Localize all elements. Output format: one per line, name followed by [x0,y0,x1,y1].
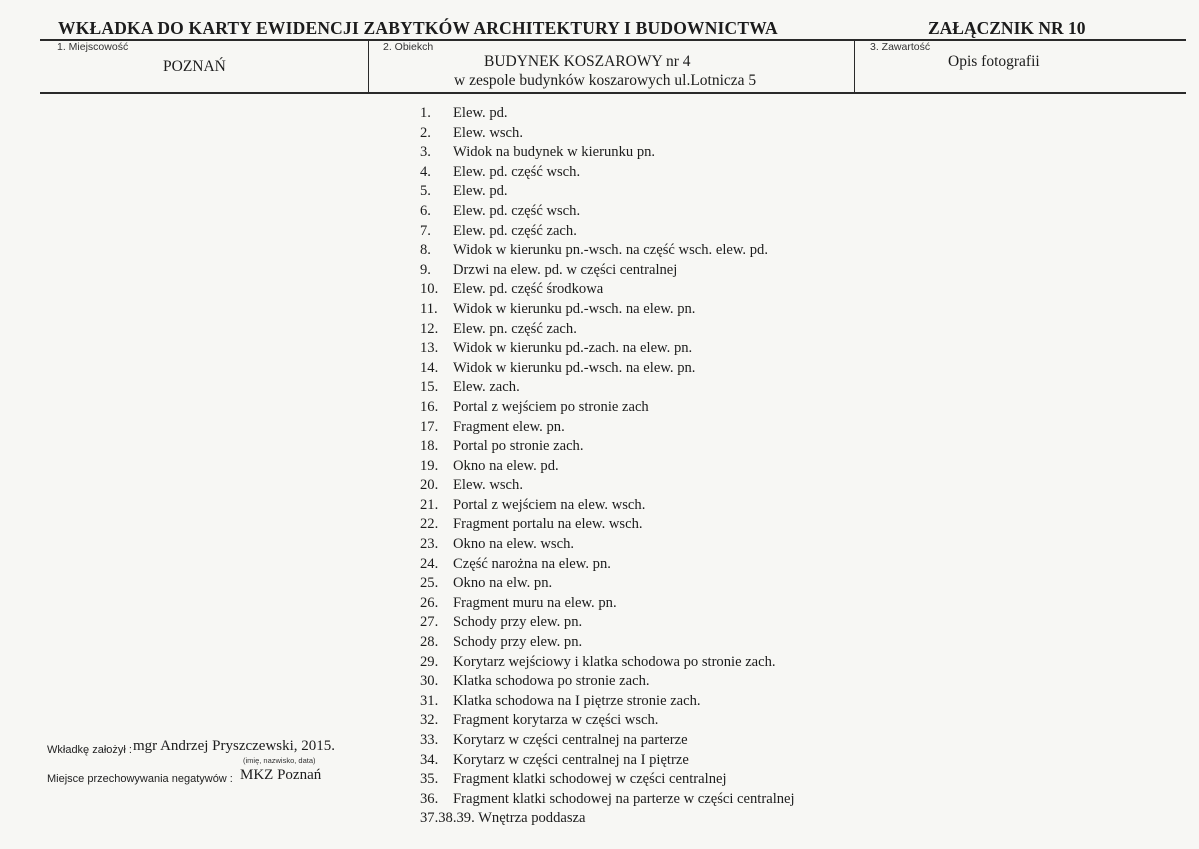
photo-description: Fragment korytarza w części wsch. [453,712,659,729]
photo-list-item [420,672,795,692]
photo-number: 27. [420,614,439,631]
photo-description: Widok w kierunku pd.-zach. na elew. pn. [453,340,693,357]
content-label: 3. Zawartość [870,41,931,53]
photo-list-item [420,339,795,359]
photo-description: Portal po stronie zach. [453,438,584,455]
photo-description: Fragment portalu na elew. wsch. [453,516,643,533]
photo-list-item [420,711,795,731]
photo-number: 7. [420,222,431,239]
author-note: (imię, nazwisko, data) [243,756,316,765]
photo-list-item [420,731,795,751]
photo-list-item [420,574,795,594]
photo-description: Fragment klatki schodowej w części centralnej [453,771,727,788]
photo-list-item [420,457,795,477]
photo-description: Elew. wsch. [453,124,523,141]
photo-number: 5. [420,183,431,200]
object-value-line2: w zespole budynków koszarowych ul.Lotnicza 5 [454,72,757,89]
photo-number: 31. [420,692,439,709]
photo-description: Elew. zach. [453,379,520,396]
photo-list-item [420,163,795,183]
photo-list-item [420,496,795,516]
photo-number: 11. [420,300,438,317]
photo-description: Okno na elew. pd. [453,457,559,474]
photo-description: Fragment muru na elew. pn. [453,594,617,611]
photo-number: 6. [420,202,431,219]
photo-description-list [420,104,795,829]
locality-value: POZNAŃ [163,58,226,75]
photo-list-item [420,751,795,771]
photo-number: 2. [420,124,431,141]
photo-list-item [420,418,795,438]
photo-number: 33. [420,732,439,748]
photo-description: Fragment klatki schodowej na parterze w części centralnej [453,790,795,807]
photo-description: Portal z wejściem po stronie zach [453,398,649,415]
photo-description: Okno na elw. pn. [453,575,553,592]
photo-description: Elew. pd. [453,183,508,200]
photo-description: Drzwi na elew. pd. w części centralnej [453,261,678,278]
photo-description: Okno na elew. wsch. [453,536,575,553]
photo-number: 14. [420,359,439,376]
locality-label: 1. Miejscowość [57,41,129,53]
photo-description: Elew. wsch. [453,477,523,494]
photo-list-item [420,378,795,398]
field-divider-2 [854,39,855,93]
photo-number: 9. [420,261,431,278]
photo-list-item [420,770,795,790]
photo-list-item [420,515,795,535]
photo-list-item [420,633,795,653]
photo-description: Wnętrza poddasza [478,810,586,827]
photo-list-item [420,320,795,340]
header-rule-top [40,39,1186,41]
photo-number: 12. [420,320,439,337]
photo-number: 22. [420,516,439,533]
photo-number: 36. [420,790,439,807]
photo-list-item [420,476,795,496]
photo-description: Schody przy elew. pn. [453,634,583,651]
photo-number: 26. [420,594,439,611]
photo-list-item [420,653,795,673]
photo-list-item [420,182,795,202]
content-value: Opis fotografii [948,53,1040,70]
photo-number: 23. [420,536,439,553]
photo-list-item [420,143,795,163]
photo-number: 34. [420,751,439,768]
photo-number: 28. [420,634,439,651]
photo-list-item [420,222,795,242]
photo-description: Fragment elew. pn. [453,418,565,435]
photo-description: Elew. pd. część wsch. [453,202,581,219]
photo-description: Elew. pd. część wsch. [453,163,581,180]
photo-list-item [420,809,795,829]
photo-list-item [420,594,795,614]
photo-description: Korytarz w części centralnej na I piętrze [453,751,689,768]
photo-description: Korytarz wejściowy i klatka schodowa po stronie zach. [453,653,776,670]
object-label: 2. Obiekch [383,41,434,53]
photo-description: Elew. pd. [453,105,508,121]
header-rule-bottom [40,92,1186,94]
photo-description: Schody przy elew. pn. [453,614,583,631]
photo-list-item [420,398,795,418]
photo-description: Widok w kierunku pd.-wsch. na elew. pn. [453,359,696,376]
photo-list-item [420,555,795,575]
photo-number: 17. [420,418,439,435]
photo-number: 4. [420,163,431,180]
photo-description: Klatka schodowa po stronie zach. [453,673,650,690]
photo-description: Widok na budynek w kierunku pn. [453,144,656,161]
photo-list-item [420,613,795,633]
object-value-line1: BUDYNEK KOSZAROWY nr 4 [484,53,691,70]
photo-number: 8. [420,242,431,259]
photo-description: Widok w kierunku pn.-wsch. na część wsch. elew. pd. [453,242,768,259]
photo-list-item [420,124,795,144]
photo-list-item [420,202,795,222]
photo-description: Korytarz w części centralnej na parterze [453,732,688,748]
photo-list-item [420,241,795,261]
field-divider-1 [368,39,369,93]
photo-list-item [420,359,795,379]
photo-list-item [420,437,795,457]
photo-number: 20. [420,477,439,494]
photo-list-item [420,104,795,124]
photo-number: 13. [420,340,439,357]
photo-number: 35. [420,771,439,788]
photo-number: 21. [420,496,439,513]
photo-list-item [420,261,795,281]
photo-list-item [420,280,795,300]
author-label: Wkładkę założył : [47,744,132,756]
photo-list-item [420,300,795,320]
photo-list-item [420,535,795,555]
photo-description: Portal z wejściem na elew. wsch. [453,496,646,513]
photo-description: Elew. pd. część środkowa [453,281,604,298]
author-value: mgr Andrzej Pryszczewski, 2015. [133,738,336,754]
photo-number: 37.38.39. [420,810,475,827]
photo-number: 25. [420,575,439,592]
photo-description: Elew. pd. część zach. [453,222,577,239]
photo-number: 18. [420,438,439,455]
photo-list-item [420,692,795,712]
photo-description: Klatka schodowa na I piętrze stronie zach. [453,692,701,709]
photo-number: 16. [420,398,439,415]
photo-number: 15. [420,379,439,396]
photo-description: Widok w kierunku pd.-wsch. na elew. pn. [453,300,696,317]
photo-number: 29. [420,653,439,670]
photo-number: 32. [420,712,439,729]
photo-number: 3. [420,144,431,161]
photo-list-item [420,790,795,810]
photo-number: 19. [420,457,439,474]
storage-label: Miejsce przechowywania negatywów : [47,773,233,785]
form-title: WKŁADKA DO KARTY EWIDENCJI ZABYTKÓW ARCHITEKTURY I BUDOWNICTWA [58,18,778,38]
storage-value: MKZ Poznań [240,767,322,783]
photo-number: 1. [420,105,431,121]
photo-number: 24. [420,555,439,572]
annex-number: ZAŁĄCZNIK NR 10 [928,18,1086,38]
photo-number: 10. [420,281,439,298]
photo-number: 30. [420,673,439,690]
photo-description: Elew. pn. część zach. [453,320,577,337]
photo-description: Część narożna na elew. pn. [453,555,611,572]
